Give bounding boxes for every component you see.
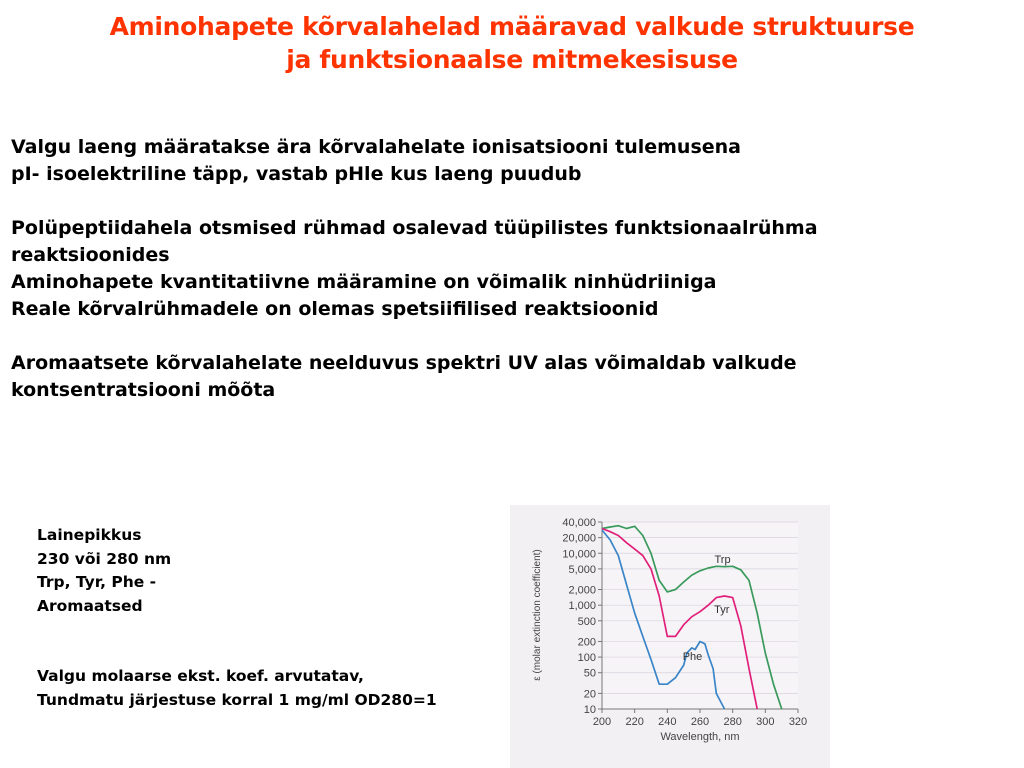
y-tick-label: 2,000 xyxy=(568,584,596,597)
y-tick-label: 200 xyxy=(577,636,596,649)
x-tick-label: 260 xyxy=(690,716,710,728)
caption-line-5: Valgu molaarse ekst. koef. arvutatav, xyxy=(37,667,364,685)
y-tick-label: 20 xyxy=(583,688,596,701)
caption-line-1: Lainepikkus xyxy=(37,526,142,544)
x-tick-label: 220 xyxy=(625,716,644,728)
x-tick-label: 200 xyxy=(592,716,612,728)
x-axis-label: Wavelength, nm xyxy=(660,731,740,743)
y-axis-label: ε (molar extinction coefficient) xyxy=(532,549,543,681)
caption-line-3: Trp, Tyr, Phe - xyxy=(37,573,157,591)
x-tick-label: 320 xyxy=(788,716,808,728)
absorbance-chart xyxy=(510,505,830,768)
series-label-phe: Phe xyxy=(682,650,703,663)
slide-title xyxy=(40,10,984,76)
paragraph-terminal-groups: Polüpeptiidahela otsmised rühmad osalevad tüüpilistes funktsionaalrühma reaktsioonides xyxy=(11,217,818,266)
paragraph-uv-absorbance: Aromaatsete kõrvalahelate neelduvus spektri UV alas võimaldab valkude kontsentratsiooni mõõta xyxy=(11,352,797,401)
y-tick-label: 10,000 xyxy=(562,548,596,561)
y-tick-label: 20,000 xyxy=(562,532,596,545)
title-line-2: ja funktsionaalse mitmekesisuse xyxy=(286,45,738,74)
plot-background xyxy=(602,522,798,709)
series-label-tyr: Tyr xyxy=(714,604,730,617)
paragraph-pi: pI- isoelektriline täpp, vastab pHle kus laeng puudub xyxy=(11,163,582,185)
y-tick-label: 100 xyxy=(577,652,596,665)
body-text xyxy=(11,134,911,404)
x-tick-label: 300 xyxy=(756,716,775,728)
absorbance-spectrum-figure xyxy=(510,505,830,768)
caption-line-6: Tundmatu järjestuse korral 1 mg/ml OD280=1 xyxy=(37,690,437,709)
y-tick-label: 500 xyxy=(577,615,596,628)
y-tick-label: 50 xyxy=(583,667,596,680)
y-tick-label: 10 xyxy=(583,704,596,716)
x-tick-label: 240 xyxy=(658,716,677,728)
paragraph-charge: Valgu laeng määratakse ära kõrvalahelate ionisatsiooni tulemusena xyxy=(11,136,742,158)
plot-area xyxy=(562,517,807,728)
title-line-1: Aminohapete kõrvalahelad määravad valkude struktuurse xyxy=(109,12,915,41)
y-tick-label: 5,000 xyxy=(568,563,596,576)
paragraph-ninhydrin: Aminohapete kvantitatiivne määramine on võimalik ninhüdriiniga xyxy=(11,271,717,293)
caption-line-4: Aromaatsed xyxy=(37,596,143,615)
y-tick-label: 1,000 xyxy=(568,600,596,613)
series-label-trp: Trp xyxy=(714,553,731,566)
y-tick-label: 40,000 xyxy=(562,517,596,529)
paragraph-side-groups: Reale kõrvalrühmadele on olemas spetsiifilised reaktsioonid xyxy=(11,298,659,320)
figure-caption xyxy=(37,524,517,712)
x-tick-label: 280 xyxy=(723,716,742,728)
caption-line-2: 230 või 280 nm xyxy=(37,549,172,568)
